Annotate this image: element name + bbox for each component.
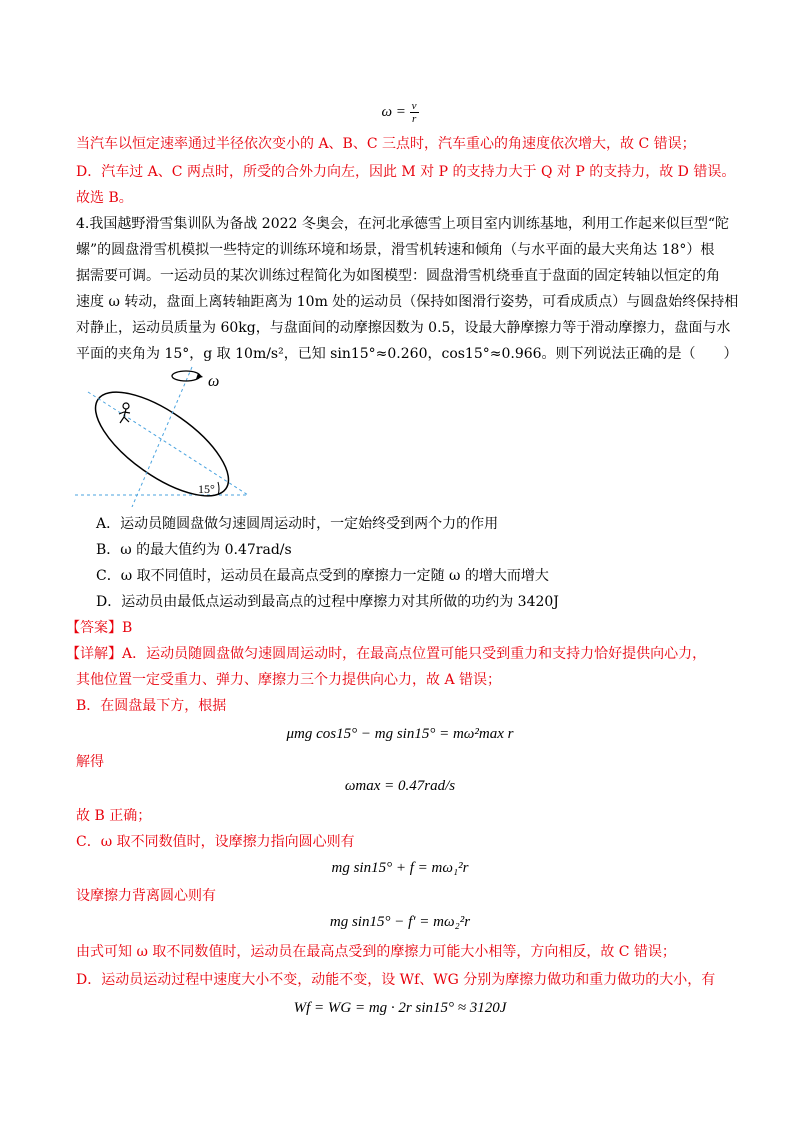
equation-1: μmg cos15° − mg sin15° = mω²max r <box>286 726 514 742</box>
detail-line-7: 设摩擦力背离圆心则有 <box>76 888 216 904</box>
fraction-denominator: r <box>411 113 417 125</box>
formula-omega-v-over-r <box>0 100 800 125</box>
detail-line-3: B．在圆盘最下方，根据 <box>76 698 227 714</box>
equation-5: Wf = WG = mg · 2r sin15° ≈ 3120J <box>293 1000 507 1016</box>
question-line-1: 4.我国越野滑雪集训队为备战 2022 冬奥会，在河北承德雪上项目室内训练基地，利用工作起来似巨型“陀 <box>76 216 730 232</box>
detail-line-2: 其他位置一定受重力、弹力、摩擦力三个力提供向心力，故 A 错误； <box>76 672 502 688</box>
option-c: C．ω 取不同值时，运动员在最高点受到的摩擦力一定随 ω 的增大而增大 <box>96 568 549 584</box>
text-line-1: 当汽车以恒定速率通过半径依次变小的 A、B、C 三点时，汽车重心的角速度依次增大，故 C 错误； <box>76 136 696 152</box>
option-d: D．运动员由最低点运动到最高点的过程中摩擦力对其所做的功约为 3420J <box>96 594 559 610</box>
fraction-numerator: v <box>411 100 417 112</box>
detail-line-6: C．ω 取不同数值时，设摩擦力指向圆心则有 <box>76 834 355 850</box>
angle-arc <box>218 482 219 495</box>
text-line-3: 故选 B。 <box>76 190 133 206</box>
option-b: B．ω 的最大值约为 0.47rad/s <box>96 542 292 558</box>
question-line-6: 平面的夹角为 15°，g 取 10m/s²，已知 sin15°≈0.260，cos15°≈0.966。则下列说法正确的是（ ） <box>76 346 738 362</box>
detail-line-8: 由式可知 ω 取不同数值时，运动员在最高点受到的摩擦力可能大小相等，方向相反，故 C 错误； <box>76 944 676 960</box>
equation-2: ωmax = 0.47rad/s <box>344 778 456 794</box>
rotation-axis <box>132 367 192 507</box>
detail-line-1: 【详解】A．运动员随圆盘做匀速圆周运动时，在最高点位置可能只受到重力和支持力恰好提供向心力， <box>66 646 707 662</box>
question-line-4: 速度 ω 转动，盘面上离转轴距离为 10m 处的运动员（保持如图滑行姿势，可看成质点）与圆盘始终保持相 <box>76 294 739 310</box>
formula-lhs: ω = <box>381 103 406 120</box>
question-line-5: 对静止，运动员质量为 60kg，与盘面间的动摩擦因数为 0.5，设最大静摩擦力等于滑动摩擦力，盘面与水 <box>76 320 731 336</box>
detail-line-9: D．运动员运动过程中速度大小不变，动能不变，设 Wf、WG 分别为摩擦力做功和重力做功的大小，有 <box>76 972 716 988</box>
disk-ellipse <box>80 373 244 507</box>
detail-line-5: 故 B 正确； <box>76 808 152 824</box>
angle-label: 15° <box>198 482 215 496</box>
rotation-arrow-icon <box>172 371 203 381</box>
option-a: A．运动员随圆盘做匀速圆周运动时，一定始终受到两个力的作用 <box>96 516 499 532</box>
detail-line-4: 解得 <box>76 754 104 770</box>
answer-label: 【答案】B <box>66 620 133 636</box>
disk-plane-line <box>88 392 248 495</box>
skier-icon <box>119 403 130 423</box>
omega-label: ω <box>208 373 220 390</box>
fraction <box>410 100 419 125</box>
disk-diagram <box>70 362 270 507</box>
question-line-2: 螺”的圆盘滑雪机模拟一些特定的训练环境和场景，滑雪机转速和倾角（与水平面的最大夹角达 18°）根 <box>76 242 715 258</box>
equation-4: mg sin15° − f′ = mω₂²r <box>329 914 471 930</box>
text-line-2: D．汽车过 A、C 两点时，所受的合外力向左，因此 M 对 P 的支持力大于 Q 对 P 的支持力，故 D 错误。 <box>76 164 736 180</box>
equation-3: mg sin15° + f = mω₁²r <box>331 860 469 876</box>
question-line-3: 据需要可调。一运动员的某次训练过程简化为如图模型：圆盘滑雪机绕垂直于盘面的固定转轴以恒定的角 <box>76 268 720 284</box>
